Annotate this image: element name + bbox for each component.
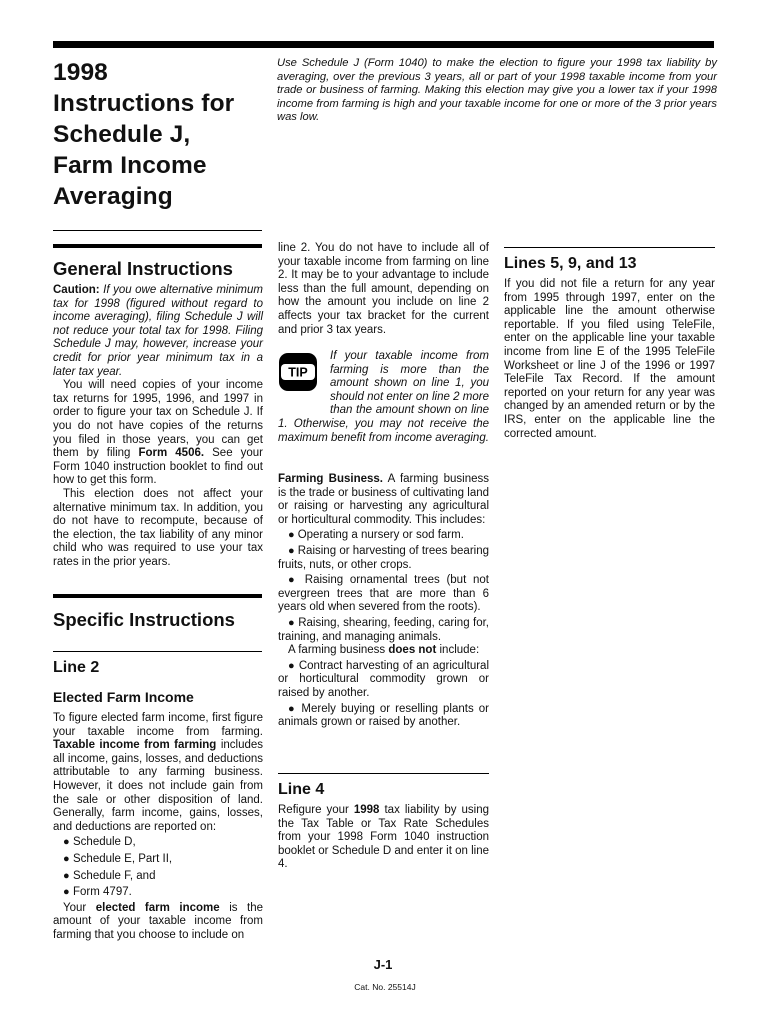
- tip-label: TIP: [288, 365, 308, 380]
- list-item: Schedule F, and: [73, 869, 156, 882]
- farming-business-label: Farming Business.: [278, 473, 383, 485]
- text: To figure elected farm income, first figure your taxable income from farming.: [53, 712, 263, 738]
- bold-term: does not: [388, 644, 437, 657]
- line-4-body: [278, 804, 489, 872]
- list-item: Operating a nursery or sod farm.: [297, 529, 464, 542]
- bold-term: elected farm income: [95, 901, 220, 914]
- caution-label: Caution:: [53, 284, 100, 296]
- text: include:: [439, 644, 480, 657]
- divider: [53, 230, 262, 231]
- line-2-heading: Line 2: [53, 659, 100, 676]
- divider: [53, 651, 262, 652]
- list-item: Contract harvesting of an agricultural or horticultural commodity grown or raised by another.: [278, 659, 489, 699]
- tip-body: If your taxable income from farming is more than the amount shown on line 1, you should not enter on line 2 more than the amount shown on line 1. Otherwise, you may not receive the maximum benefit from income averaging.: [278, 350, 489, 444]
- list-item: Raising, shearing, feeding, caring for, training, and managing animals.: [278, 616, 489, 643]
- text: A farming business is the trade or business of cultivating land or raising or harvesting any agricultural or horticultural commodity. This includes:: [278, 473, 489, 526]
- page-number: J-1: [373, 957, 393, 972]
- list-item: Raising or harvesting of trees bearing fruits, nuts, or other crops.: [278, 544, 489, 571]
- title-line: Averaging: [53, 183, 173, 210]
- line-4-heading: Line 4: [278, 781, 325, 798]
- intro-paragraph: Use Schedule J (Form 1040) to make the election to figure your 1998 tax liability by averaging, over the previous 3 years, all or part of your 1998 taxable income from your trade or business of farming. Making this election may give you a lower tax if your 1998 income from farming is high and your taxable income for one or more of the 3 prior years was low.: [277, 57, 717, 123]
- section-rule: [53, 244, 262, 248]
- general-instructions-body: [53, 284, 263, 569]
- title-line: 1998: [53, 59, 108, 86]
- general-instructions-heading: General Instructions: [53, 258, 233, 279]
- title-line: Farm Income: [53, 152, 207, 179]
- lines-5-9-13-body: If you did not file a return for any year from 1995 through 1997, enter on the applicable line the amount otherwise reportable. If you filed using TeleFile, enter on the applicable line your taxable income from line E of the 1995 TeleFile Worksheet or line J of the 1996 or 1997 TeleFile Tax Record. If the amount reported on your return for any year was changed by an amended return or by the IRS, enter on the applicable line the corrected amount.: [504, 278, 715, 440]
- list-item: Form 4797.: [73, 886, 132, 899]
- list-item: Schedule D,: [73, 836, 136, 849]
- catalog-number: Cat. No. 25514J: [354, 982, 416, 992]
- form-4506-ref: Form 4506.: [138, 447, 205, 460]
- divider: [504, 247, 715, 248]
- text: tax liability by using the Tax Table or Tax Rate Schedules from your 1998 Form 1040 instruction booklet or Schedule D and enter it on line 4.: [278, 804, 489, 871]
- list-item: Raising ornamental trees (but not evergreen trees that are more than 6 years old when severed from the roots).: [278, 574, 489, 614]
- bold-term: 1998: [353, 804, 380, 816]
- title-line: Schedule J,: [53, 121, 191, 148]
- title-line: Instructions for: [53, 90, 235, 117]
- list-item: Merely buying or reselling plants or animals grown or raised by another.: [278, 702, 489, 729]
- paragraph: This election does not affect your alternative minimum tax. In addition, you do not have to recompute, because of the election, the tax liability of any minor child who was required to use your tax rates in the prior years.: [53, 487, 263, 568]
- caution-text: If you owe alternative minimum tax for 1998 (figured without regard to income averaging), filing Schedule J will not reduce your total tax for 1998. Filing Schedule J may, however, increase your credit for prior year minimum tax in a later tax year.: [53, 284, 263, 378]
- text: Refigure your: [278, 804, 349, 816]
- specific-instructions-heading: Specific Instructions: [53, 609, 235, 630]
- lines-5-9-13-heading: Lines 5, 9, and 13: [504, 255, 637, 272]
- text: includes all income, gains, losses, and deductions attributable to any farming business. However, it does not include gain from the sale or other disposition of land. Generally, farm income, gains, losses, and deductions are reported on:: [53, 739, 264, 833]
- text: is the amount of your taxable income from farming that you choose to include on: [53, 901, 263, 941]
- farming-business-body: Farming Business. A farming business is the trade or business of cultivating land or raising or harvesting any agricultural or horticultural commodity. This includes: ● Operating a nursery or sod farm. ● Raising or harvesting of trees bearing fruits, nuts, or other crops. ● Raising ornamental trees (but not evergreen trees that are more than 6 years old when severed from the roots). ● Raising, shearing, feeding, caring for, training, and managing animals. A farming business does not include: ● Contract harvesting of an agricultural or horticultural commodity grown or raised by another. ● Merely buying or reselling plants or animals grown or raised by another.: [278, 473, 489, 729]
- list-item: Schedule E, Part II,: [73, 852, 173, 865]
- line-2-body: To figure elected farm income, first figure your taxable income from farming. Taxable income from farming includes all income, gains, losses, and deductions attributable to any farming business. However, it does not include gain from the sale or other disposition of land. Generally, farm income, gains, losses, and deductions are reported on: ● Schedule D, ● Schedule E, Part II, ● Schedule F, and ● Form 4797. Your elected farm income is the amount of your taxable income from farming that you choose to include on: [53, 712, 264, 941]
- text: You will need copies of your income tax returns for 1995, 1996, and 1997 in order to figure your tax on Schedule J. If you do not have copies of the returns you filed in those years, you can get them by filing: [53, 379, 263, 460]
- text: See your Form 1040 instruction booklet to find out how to get this form.: [53, 447, 263, 487]
- text: A farming business: [288, 644, 386, 657]
- section-rule: [53, 594, 262, 598]
- elected-farm-income-heading: Elected Farm Income: [53, 689, 194, 705]
- tip-text: [278, 350, 489, 445]
- top-rule: [53, 41, 714, 48]
- bold-term: Taxable income from farming: [53, 739, 217, 752]
- document-title: [53, 57, 263, 212]
- text: Your: [63, 901, 87, 914]
- line-2-continued: line 2. You do not have to include all of your taxable income from farming on line 2. It may be to your advantage to include less than the full amount, depending on how the amount you include on line 2 affects your tax bracket for the current and prior 3 tax years.: [278, 242, 489, 336]
- divider: [278, 773, 489, 774]
